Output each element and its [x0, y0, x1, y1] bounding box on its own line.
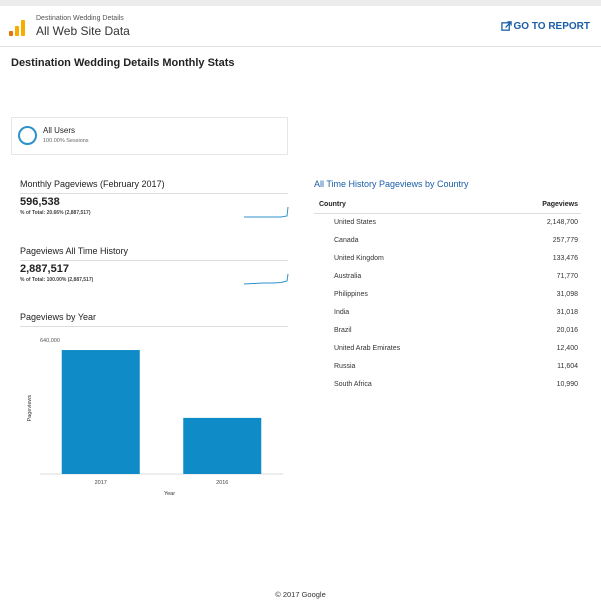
alltime-pageviews-total: % of Total: 100.00% (2,887,517): [20, 277, 94, 283]
segment-sessions: 100.00% Sessions: [43, 138, 89, 144]
table-row: [314, 214, 581, 232]
table-row: [314, 376, 581, 394]
country-cell: Australia: [334, 273, 362, 280]
segment-ring-icon: [18, 126, 37, 145]
property-name: Destination Wedding Details: [36, 15, 124, 22]
pageviews-cell: 2,148,700: [546, 219, 578, 226]
divider: [20, 260, 288, 261]
divider: [20, 326, 288, 327]
segment-name: All Users: [43, 126, 76, 135]
pageviews-by-year-chart: [20, 335, 288, 505]
monthly-pageviews-title: Monthly Pageviews (February 2017): [20, 179, 165, 189]
country-table: [314, 197, 581, 394]
y-tick-label: 640,000: [40, 338, 60, 344]
external-link-icon: [501, 21, 512, 32]
pageviews-cell: 31,098: [556, 291, 578, 298]
bar-2017[interactable]: [62, 350, 140, 474]
segment-card[interactable]: [11, 117, 288, 155]
country-cell: India: [334, 309, 350, 316]
country-cell: United States: [334, 219, 377, 226]
alltime-pageviews-title: Pageviews All Time History: [20, 246, 129, 256]
table-row: [314, 232, 581, 250]
table-row: [314, 340, 581, 358]
table-row: [314, 322, 581, 340]
pageviews-cell: 11,604: [557, 363, 578, 370]
monthly-pageviews-value: 596,538: [20, 196, 60, 208]
column-header-country: Country: [319, 201, 346, 208]
x-axis-label: Year: [163, 491, 176, 497]
table-header: [314, 197, 581, 214]
country-cell: United Kingdom: [334, 255, 384, 262]
country-table-title: All Time History Pageviews by Country: [314, 179, 469, 189]
footer-copyright: © 2017 Google: [275, 590, 326, 599]
x-tick-label: 2016: [216, 480, 229, 486]
view-name: All Web Site Data: [36, 24, 130, 38]
monthly-pageviews-total: % of Total: 20.66% (2,887,517): [20, 210, 91, 216]
alltime-sparkline: [243, 272, 289, 287]
table-row: [314, 268, 581, 286]
table-row: [314, 286, 581, 304]
x-tick-label: 2017: [94, 480, 107, 486]
pageviews-cell: 31,018: [556, 309, 578, 316]
go-to-report-button[interactable]: [501, 21, 591, 32]
column-header-pageviews: Pageviews: [542, 201, 578, 208]
pageviews-by-year-title: Pageviews by Year: [20, 312, 97, 322]
table-row: [314, 358, 581, 376]
alltime-pageviews-value: 2,887,517: [20, 263, 69, 275]
pageviews-cell: 133,476: [552, 255, 578, 262]
pageviews-cell: 71,770: [556, 273, 578, 280]
table-row: [314, 304, 581, 322]
country-cell: Brazil: [334, 327, 352, 334]
country-cell: Philippines: [334, 291, 368, 298]
country-cell: South Africa: [334, 381, 372, 388]
page-title: Destination Wedding Details Monthly Stats: [11, 57, 235, 69]
table-row: [314, 250, 581, 268]
y-axis-label: Pageviews: [27, 394, 33, 422]
divider: [20, 193, 288, 194]
analytics-logo-icon: [9, 20, 25, 36]
pageviews-cell: 10,990: [556, 381, 578, 388]
monthly-sparkline: [243, 205, 289, 219]
pageviews-cell: 12,400: [556, 345, 578, 352]
pageviews-cell: 20,016: [556, 327, 578, 334]
go-to-report-label: GO TO REPORT: [513, 21, 590, 32]
pageviews-cell: 257,779: [552, 237, 578, 244]
country-cell: Canada: [334, 237, 359, 244]
country-cell: Russia: [334, 363, 356, 370]
country-cell: United Arab Emirates: [334, 345, 401, 352]
header-bar: [0, 6, 601, 47]
bar-2016[interactable]: [183, 418, 261, 474]
